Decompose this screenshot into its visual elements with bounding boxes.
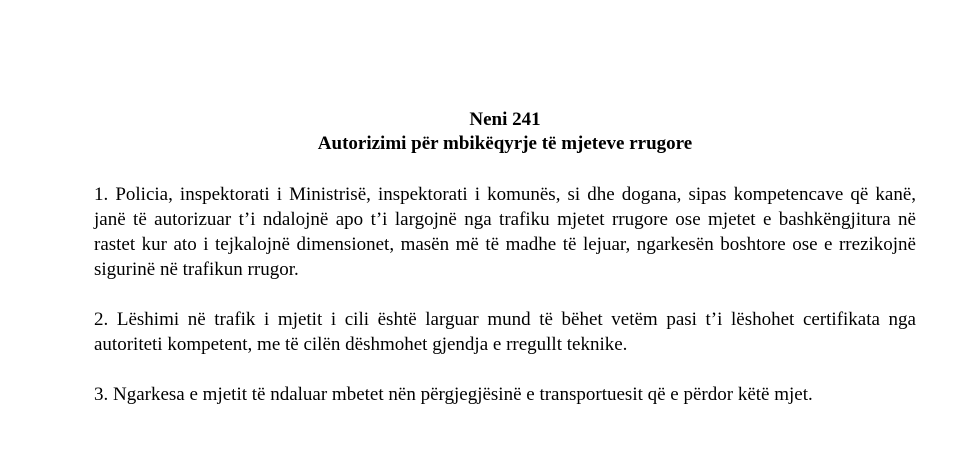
paragraph-1: 1. Policia, inspektorati i Ministrisë, inspektorati i komunës, si dhe dogana, sipas kompetencave që kanë, janë të autorizuar t’i ndalojnë apo t’i largojnë nga trafiku mjetet rrugore ose mjetet e bashkëngjitura në rastet kur ato i tejkalojnë dimensionet, masën më të madhe të lejuar, ngarkesën boshtore ose e rrezikojnë sigurinë në trafikun rrugor. [94,184,916,280]
article-title: Autorizimi për mbikëqyrje të mjeteve rrugore [317,133,693,154]
document-page [94,108,916,407]
article-number: Neni 241 [469,109,541,130]
paragraph-2: 2. Lëshimi në trafik i mjetit i cili është larguar mund të bëhet vetëm pasi t’i lëshohet certifikata nga autoriteti kompetent, me të cilën dëshmohet gjendja e rregullt teknike. [94,309,916,355]
article-body [94,182,916,407]
article-header [94,108,916,156]
paragraph-3: 3. Ngarkesa e mjetit të ndaluar mbetet nën përgjegjësinë e transportuesit që e përdor këtë mjet. [94,384,813,405]
